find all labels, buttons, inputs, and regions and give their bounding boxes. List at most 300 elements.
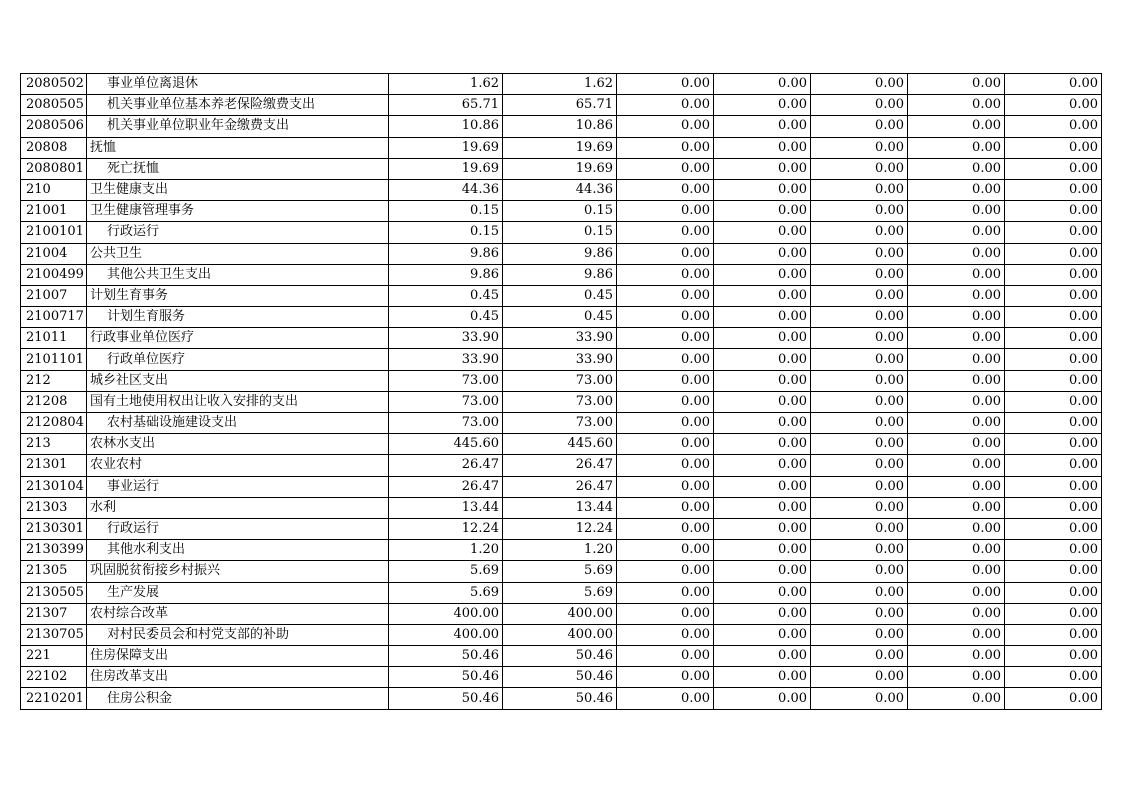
amount-cell-6: 0.00 (908, 264, 1005, 285)
item-name-cell: 其他公共卫生支出 (87, 264, 389, 285)
amount-cell-2: 9.86 (503, 264, 617, 285)
item-name-cell: 卫生健康管理事务 (87, 201, 389, 222)
amount-cell-3: 0.00 (617, 222, 714, 243)
amount-cell-6: 0.00 (908, 158, 1005, 179)
amount-cell-5: 0.00 (811, 455, 908, 476)
amount-cell-4: 0.00 (714, 137, 811, 158)
amount-cell-2: 73.00 (503, 391, 617, 412)
amount-cell-5: 0.00 (811, 497, 908, 518)
item-name-cell: 行政事业单位医疗 (87, 328, 389, 349)
amount-cell-2: 5.69 (503, 582, 617, 603)
item-name-cell: 农村基础设施建设支出 (87, 413, 389, 434)
amount-cell-7: 0.00 (1005, 158, 1102, 179)
amount-cell-3: 0.00 (617, 476, 714, 497)
amount-cell-5: 0.00 (811, 646, 908, 667)
amount-cell-4: 0.00 (714, 116, 811, 137)
item-name-cell: 巩固脱贫衔接乡村振兴 (87, 561, 389, 582)
amount-cell-4: 0.00 (714, 95, 811, 116)
amount-cell-5: 0.00 (811, 624, 908, 645)
amount-cell-4: 0.00 (714, 158, 811, 179)
amount-cell-1: 73.00 (389, 370, 503, 391)
amount-cell-1: 50.46 (389, 667, 503, 688)
amount-cell-2: 9.86 (503, 243, 617, 264)
amount-cell-4: 0.00 (714, 667, 811, 688)
item-name-cell: 其他水利支出 (87, 540, 389, 561)
item-name-cell: 卫生健康支出 (87, 179, 389, 200)
item-name-cell: 行政运行 (87, 222, 389, 243)
amount-cell-5: 0.00 (811, 667, 908, 688)
amount-cell-1: 445.60 (389, 434, 503, 455)
amount-cell-6: 0.00 (908, 497, 1005, 518)
account-code-cell: 22102 (21, 667, 87, 688)
amount-cell-7: 0.00 (1005, 137, 1102, 158)
amount-cell-7: 0.00 (1005, 349, 1102, 370)
amount-cell-3: 0.00 (617, 243, 714, 264)
amount-cell-4: 0.00 (714, 391, 811, 412)
table-row (21, 624, 1102, 645)
amount-cell-1: 73.00 (389, 391, 503, 412)
amount-cell-3: 0.00 (617, 328, 714, 349)
amount-cell-2: 44.36 (503, 179, 617, 200)
amount-cell-2: 65.71 (503, 95, 617, 116)
amount-cell-7: 0.00 (1005, 476, 1102, 497)
item-name-cell: 公共卫生 (87, 243, 389, 264)
table-row (21, 222, 1102, 243)
amount-cell-4: 0.00 (714, 603, 811, 624)
account-code-cell: 2130705 (21, 624, 87, 645)
amount-cell-2: 50.46 (503, 688, 617, 709)
amount-cell-7: 0.00 (1005, 624, 1102, 645)
amount-cell-6: 0.00 (908, 603, 1005, 624)
account-code-cell: 2120804 (21, 413, 87, 434)
item-name-cell: 住房保障支出 (87, 646, 389, 667)
amount-cell-7: 0.00 (1005, 116, 1102, 137)
amount-cell-1: 1.20 (389, 540, 503, 561)
table-row (21, 116, 1102, 137)
table-body (21, 74, 1102, 710)
amount-cell-3: 0.00 (617, 518, 714, 539)
table-row (21, 243, 1102, 264)
item-name-cell: 对村民委员会和村党支部的补助 (87, 624, 389, 645)
amount-cell-5: 0.00 (811, 243, 908, 264)
account-code-cell: 21011 (21, 328, 87, 349)
amount-cell-4: 0.00 (714, 455, 811, 476)
amount-cell-2: 1.20 (503, 540, 617, 561)
amount-cell-4: 0.00 (714, 307, 811, 328)
amount-cell-6: 0.00 (908, 455, 1005, 476)
item-name-cell: 计划生育事务 (87, 285, 389, 306)
table-row (21, 603, 1102, 624)
amount-cell-2: 1.62 (503, 74, 617, 95)
amount-cell-3: 0.00 (617, 349, 714, 370)
amount-cell-3: 0.00 (617, 413, 714, 434)
table-row (21, 455, 1102, 476)
amount-cell-7: 0.00 (1005, 413, 1102, 434)
amount-cell-4: 0.00 (714, 561, 811, 582)
account-code-cell: 21307 (21, 603, 87, 624)
amount-cell-3: 0.00 (617, 158, 714, 179)
amount-cell-6: 0.00 (908, 116, 1005, 137)
account-code-cell: 21001 (21, 201, 87, 222)
amount-cell-4: 0.00 (714, 264, 811, 285)
amount-cell-3: 0.00 (617, 603, 714, 624)
amount-cell-7: 0.00 (1005, 603, 1102, 624)
account-code-cell: 2210201 (21, 688, 87, 709)
amount-cell-5: 0.00 (811, 540, 908, 561)
amount-cell-1: 10.86 (389, 116, 503, 137)
table-row (21, 476, 1102, 497)
amount-cell-7: 0.00 (1005, 328, 1102, 349)
amount-cell-6: 0.00 (908, 434, 1005, 455)
amount-cell-3: 0.00 (617, 455, 714, 476)
amount-cell-4: 0.00 (714, 497, 811, 518)
amount-cell-7: 0.00 (1005, 518, 1102, 539)
amount-cell-3: 0.00 (617, 624, 714, 645)
amount-cell-4: 0.00 (714, 646, 811, 667)
amount-cell-5: 0.00 (811, 307, 908, 328)
amount-cell-6: 0.00 (908, 540, 1005, 561)
account-code-cell: 21007 (21, 285, 87, 306)
amount-cell-3: 0.00 (617, 116, 714, 137)
amount-cell-3: 0.00 (617, 540, 714, 561)
amount-cell-5: 0.00 (811, 688, 908, 709)
amount-cell-6: 0.00 (908, 179, 1005, 200)
table-row (21, 137, 1102, 158)
amount-cell-2: 26.47 (503, 455, 617, 476)
amount-cell-6: 0.00 (908, 222, 1005, 243)
account-code-cell: 2080505 (21, 95, 87, 116)
amount-cell-2: 50.46 (503, 667, 617, 688)
amount-cell-3: 0.00 (617, 264, 714, 285)
table-row (21, 646, 1102, 667)
amount-cell-7: 0.00 (1005, 179, 1102, 200)
item-name-cell: 农林水支出 (87, 434, 389, 455)
amount-cell-3: 0.00 (617, 688, 714, 709)
amount-cell-3: 0.00 (617, 667, 714, 688)
item-name-cell: 住房公积金 (87, 688, 389, 709)
amount-cell-4: 0.00 (714, 582, 811, 603)
amount-cell-3: 0.00 (617, 391, 714, 412)
amount-cell-6: 0.00 (908, 391, 1005, 412)
amount-cell-7: 0.00 (1005, 561, 1102, 582)
account-code-cell: 2130104 (21, 476, 87, 497)
amount-cell-3: 0.00 (617, 561, 714, 582)
amount-cell-1: 65.71 (389, 95, 503, 116)
amount-cell-6: 0.00 (908, 646, 1005, 667)
account-code-cell: 221 (21, 646, 87, 667)
table-row (21, 285, 1102, 306)
table-row (21, 328, 1102, 349)
table-row (21, 518, 1102, 539)
amount-cell-6: 0.00 (908, 624, 1005, 645)
amount-cell-6: 0.00 (908, 137, 1005, 158)
amount-cell-4: 0.00 (714, 476, 811, 497)
amount-cell-2: 5.69 (503, 561, 617, 582)
item-name-cell: 农业农村 (87, 455, 389, 476)
amount-cell-1: 400.00 (389, 603, 503, 624)
amount-cell-5: 0.00 (811, 561, 908, 582)
item-name-cell: 行政运行 (87, 518, 389, 539)
table-row (21, 413, 1102, 434)
table-row (21, 667, 1102, 688)
item-name-cell: 行政单位医疗 (87, 349, 389, 370)
amount-cell-2: 445.60 (503, 434, 617, 455)
account-code-cell: 21305 (21, 561, 87, 582)
amount-cell-6: 0.00 (908, 476, 1005, 497)
account-code-cell: 2130399 (21, 540, 87, 561)
amount-cell-5: 0.00 (811, 264, 908, 285)
amount-cell-1: 44.36 (389, 179, 503, 200)
amount-cell-1: 1.62 (389, 74, 503, 95)
amount-cell-4: 0.00 (714, 413, 811, 434)
amount-cell-2: 50.46 (503, 646, 617, 667)
amount-cell-2: 0.15 (503, 222, 617, 243)
amount-cell-1: 19.69 (389, 158, 503, 179)
amount-cell-5: 0.00 (811, 582, 908, 603)
table-row (21, 264, 1102, 285)
amount-cell-2: 26.47 (503, 476, 617, 497)
table-row (21, 391, 1102, 412)
amount-cell-5: 0.00 (811, 603, 908, 624)
amount-cell-6: 0.00 (908, 285, 1005, 306)
item-name-cell: 机关事业单位职业年金缴费支出 (87, 116, 389, 137)
amount-cell-7: 0.00 (1005, 370, 1102, 391)
amount-cell-1: 26.47 (389, 455, 503, 476)
item-name-cell: 生产发展 (87, 582, 389, 603)
amount-cell-5: 0.00 (811, 434, 908, 455)
amount-cell-3: 0.00 (617, 434, 714, 455)
amount-cell-7: 0.00 (1005, 243, 1102, 264)
amount-cell-5: 0.00 (811, 518, 908, 539)
amount-cell-2: 0.45 (503, 285, 617, 306)
amount-cell-1: 19.69 (389, 137, 503, 158)
amount-cell-5: 0.00 (811, 370, 908, 391)
item-name-cell: 国有土地使用权出让收入安排的支出 (87, 391, 389, 412)
amount-cell-2: 0.15 (503, 201, 617, 222)
item-name-cell: 计划生育服务 (87, 307, 389, 328)
amount-cell-7: 0.00 (1005, 667, 1102, 688)
amount-cell-3: 0.00 (617, 179, 714, 200)
item-name-cell: 死亡抚恤 (87, 158, 389, 179)
amount-cell-1: 5.69 (389, 561, 503, 582)
amount-cell-5: 0.00 (811, 349, 908, 370)
amount-cell-6: 0.00 (908, 201, 1005, 222)
amount-cell-5: 0.00 (811, 116, 908, 137)
budget-table (20, 73, 1102, 710)
account-code-cell: 21301 (21, 455, 87, 476)
table-row (21, 688, 1102, 709)
amount-cell-3: 0.00 (617, 201, 714, 222)
amount-cell-1: 33.90 (389, 328, 503, 349)
table-row (21, 561, 1102, 582)
amount-cell-3: 0.00 (617, 370, 714, 391)
amount-cell-5: 0.00 (811, 476, 908, 497)
amount-cell-4: 0.00 (714, 688, 811, 709)
amount-cell-6: 0.00 (908, 74, 1005, 95)
amount-cell-7: 0.00 (1005, 646, 1102, 667)
amount-cell-7: 0.00 (1005, 455, 1102, 476)
amount-cell-2: 400.00 (503, 603, 617, 624)
account-code-cell: 21004 (21, 243, 87, 264)
amount-cell-2: 10.86 (503, 116, 617, 137)
amount-cell-1: 73.00 (389, 413, 503, 434)
amount-cell-1: 5.69 (389, 582, 503, 603)
amount-cell-7: 0.00 (1005, 434, 1102, 455)
amount-cell-6: 0.00 (908, 688, 1005, 709)
amount-cell-7: 0.00 (1005, 264, 1102, 285)
amount-cell-4: 0.00 (714, 328, 811, 349)
amount-cell-7: 0.00 (1005, 307, 1102, 328)
amount-cell-6: 0.00 (908, 518, 1005, 539)
amount-cell-6: 0.00 (908, 370, 1005, 391)
amount-cell-6: 0.00 (908, 582, 1005, 603)
amount-cell-7: 0.00 (1005, 688, 1102, 709)
account-code-cell: 20808 (21, 137, 87, 158)
amount-cell-4: 0.00 (714, 201, 811, 222)
account-code-cell: 2130505 (21, 582, 87, 603)
amount-cell-7: 0.00 (1005, 285, 1102, 306)
amount-cell-2: 12.24 (503, 518, 617, 539)
amount-cell-5: 0.00 (811, 74, 908, 95)
amount-cell-6: 0.00 (908, 349, 1005, 370)
amount-cell-6: 0.00 (908, 307, 1005, 328)
amount-cell-1: 0.45 (389, 307, 503, 328)
account-code-cell: 2100717 (21, 307, 87, 328)
amount-cell-5: 0.00 (811, 158, 908, 179)
amount-cell-6: 0.00 (908, 243, 1005, 264)
amount-cell-2: 33.90 (503, 328, 617, 349)
amount-cell-6: 0.00 (908, 561, 1005, 582)
account-code-cell: 210 (21, 179, 87, 200)
amount-cell-5: 0.00 (811, 413, 908, 434)
amount-cell-7: 0.00 (1005, 540, 1102, 561)
amount-cell-4: 0.00 (714, 349, 811, 370)
item-name-cell: 城乡社区支出 (87, 370, 389, 391)
amount-cell-1: 12.24 (389, 518, 503, 539)
account-code-cell: 2080502 (21, 74, 87, 95)
item-name-cell: 水利 (87, 497, 389, 518)
amount-cell-2: 73.00 (503, 413, 617, 434)
amount-cell-1: 33.90 (389, 349, 503, 370)
amount-cell-1: 50.46 (389, 646, 503, 667)
amount-cell-7: 0.00 (1005, 95, 1102, 116)
amount-cell-1: 50.46 (389, 688, 503, 709)
table-row (21, 349, 1102, 370)
amount-cell-1: 0.15 (389, 222, 503, 243)
amount-cell-7: 0.00 (1005, 222, 1102, 243)
amount-cell-5: 0.00 (811, 95, 908, 116)
table-row (21, 95, 1102, 116)
item-name-cell: 事业运行 (87, 476, 389, 497)
table-row (21, 497, 1102, 518)
amount-cell-2: 400.00 (503, 624, 617, 645)
amount-cell-4: 0.00 (714, 285, 811, 306)
amount-cell-4: 0.00 (714, 222, 811, 243)
amount-cell-3: 0.00 (617, 285, 714, 306)
table-row (21, 74, 1102, 95)
amount-cell-2: 33.90 (503, 349, 617, 370)
amount-cell-4: 0.00 (714, 518, 811, 539)
amount-cell-1: 13.44 (389, 497, 503, 518)
amount-cell-3: 0.00 (617, 646, 714, 667)
amount-cell-1: 0.15 (389, 201, 503, 222)
amount-cell-7: 0.00 (1005, 201, 1102, 222)
account-code-cell: 21208 (21, 391, 87, 412)
amount-cell-3: 0.00 (617, 307, 714, 328)
account-code-cell: 2100499 (21, 264, 87, 285)
amount-cell-4: 0.00 (714, 434, 811, 455)
amount-cell-4: 0.00 (714, 624, 811, 645)
amount-cell-6: 0.00 (908, 95, 1005, 116)
table-row (21, 434, 1102, 455)
amount-cell-2: 19.69 (503, 137, 617, 158)
amount-cell-5: 0.00 (811, 201, 908, 222)
account-code-cell: 2080506 (21, 116, 87, 137)
account-code-cell: 212 (21, 370, 87, 391)
item-name-cell: 抚恤 (87, 137, 389, 158)
amount-cell-7: 0.00 (1005, 497, 1102, 518)
amount-cell-1: 0.45 (389, 285, 503, 306)
amount-cell-4: 0.00 (714, 540, 811, 561)
amount-cell-5: 0.00 (811, 137, 908, 158)
amount-cell-6: 0.00 (908, 667, 1005, 688)
account-code-cell: 2080801 (21, 158, 87, 179)
amount-cell-1: 26.47 (389, 476, 503, 497)
amount-cell-4: 0.00 (714, 243, 811, 264)
item-name-cell: 事业单位离退休 (87, 74, 389, 95)
amount-cell-2: 73.00 (503, 370, 617, 391)
table-row (21, 179, 1102, 200)
amount-cell-1: 9.86 (389, 243, 503, 264)
amount-cell-3: 0.00 (617, 582, 714, 603)
table-row (21, 370, 1102, 391)
account-code-cell: 21303 (21, 497, 87, 518)
item-name-cell: 住房改革支出 (87, 667, 389, 688)
amount-cell-5: 0.00 (811, 328, 908, 349)
amount-cell-3: 0.00 (617, 497, 714, 518)
table-row (21, 201, 1102, 222)
account-code-cell: 2100101 (21, 222, 87, 243)
amount-cell-2: 13.44 (503, 497, 617, 518)
account-code-cell: 213 (21, 434, 87, 455)
item-name-cell: 农村综合改革 (87, 603, 389, 624)
amount-cell-1: 9.86 (389, 264, 503, 285)
amount-cell-7: 0.00 (1005, 582, 1102, 603)
item-name-cell: 机关事业单位基本养老保险缴费支出 (87, 95, 389, 116)
amount-cell-3: 0.00 (617, 137, 714, 158)
amount-cell-7: 0.00 (1005, 74, 1102, 95)
table-row (21, 582, 1102, 603)
amount-cell-2: 0.45 (503, 307, 617, 328)
amount-cell-6: 0.00 (908, 328, 1005, 349)
amount-cell-4: 0.00 (714, 179, 811, 200)
amount-cell-7: 0.00 (1005, 391, 1102, 412)
amount-cell-3: 0.00 (617, 95, 714, 116)
amount-cell-5: 0.00 (811, 285, 908, 306)
amount-cell-1: 400.00 (389, 624, 503, 645)
amount-cell-5: 0.00 (811, 179, 908, 200)
account-code-cell: 2101101 (21, 349, 87, 370)
amount-cell-5: 0.00 (811, 222, 908, 243)
table-row (21, 158, 1102, 179)
amount-cell-3: 0.00 (617, 74, 714, 95)
account-code-cell: 2130301 (21, 518, 87, 539)
amount-cell-6: 0.00 (908, 413, 1005, 434)
amount-cell-5: 0.00 (811, 391, 908, 412)
amount-cell-2: 19.69 (503, 158, 617, 179)
amount-cell-4: 0.00 (714, 370, 811, 391)
table-row (21, 540, 1102, 561)
